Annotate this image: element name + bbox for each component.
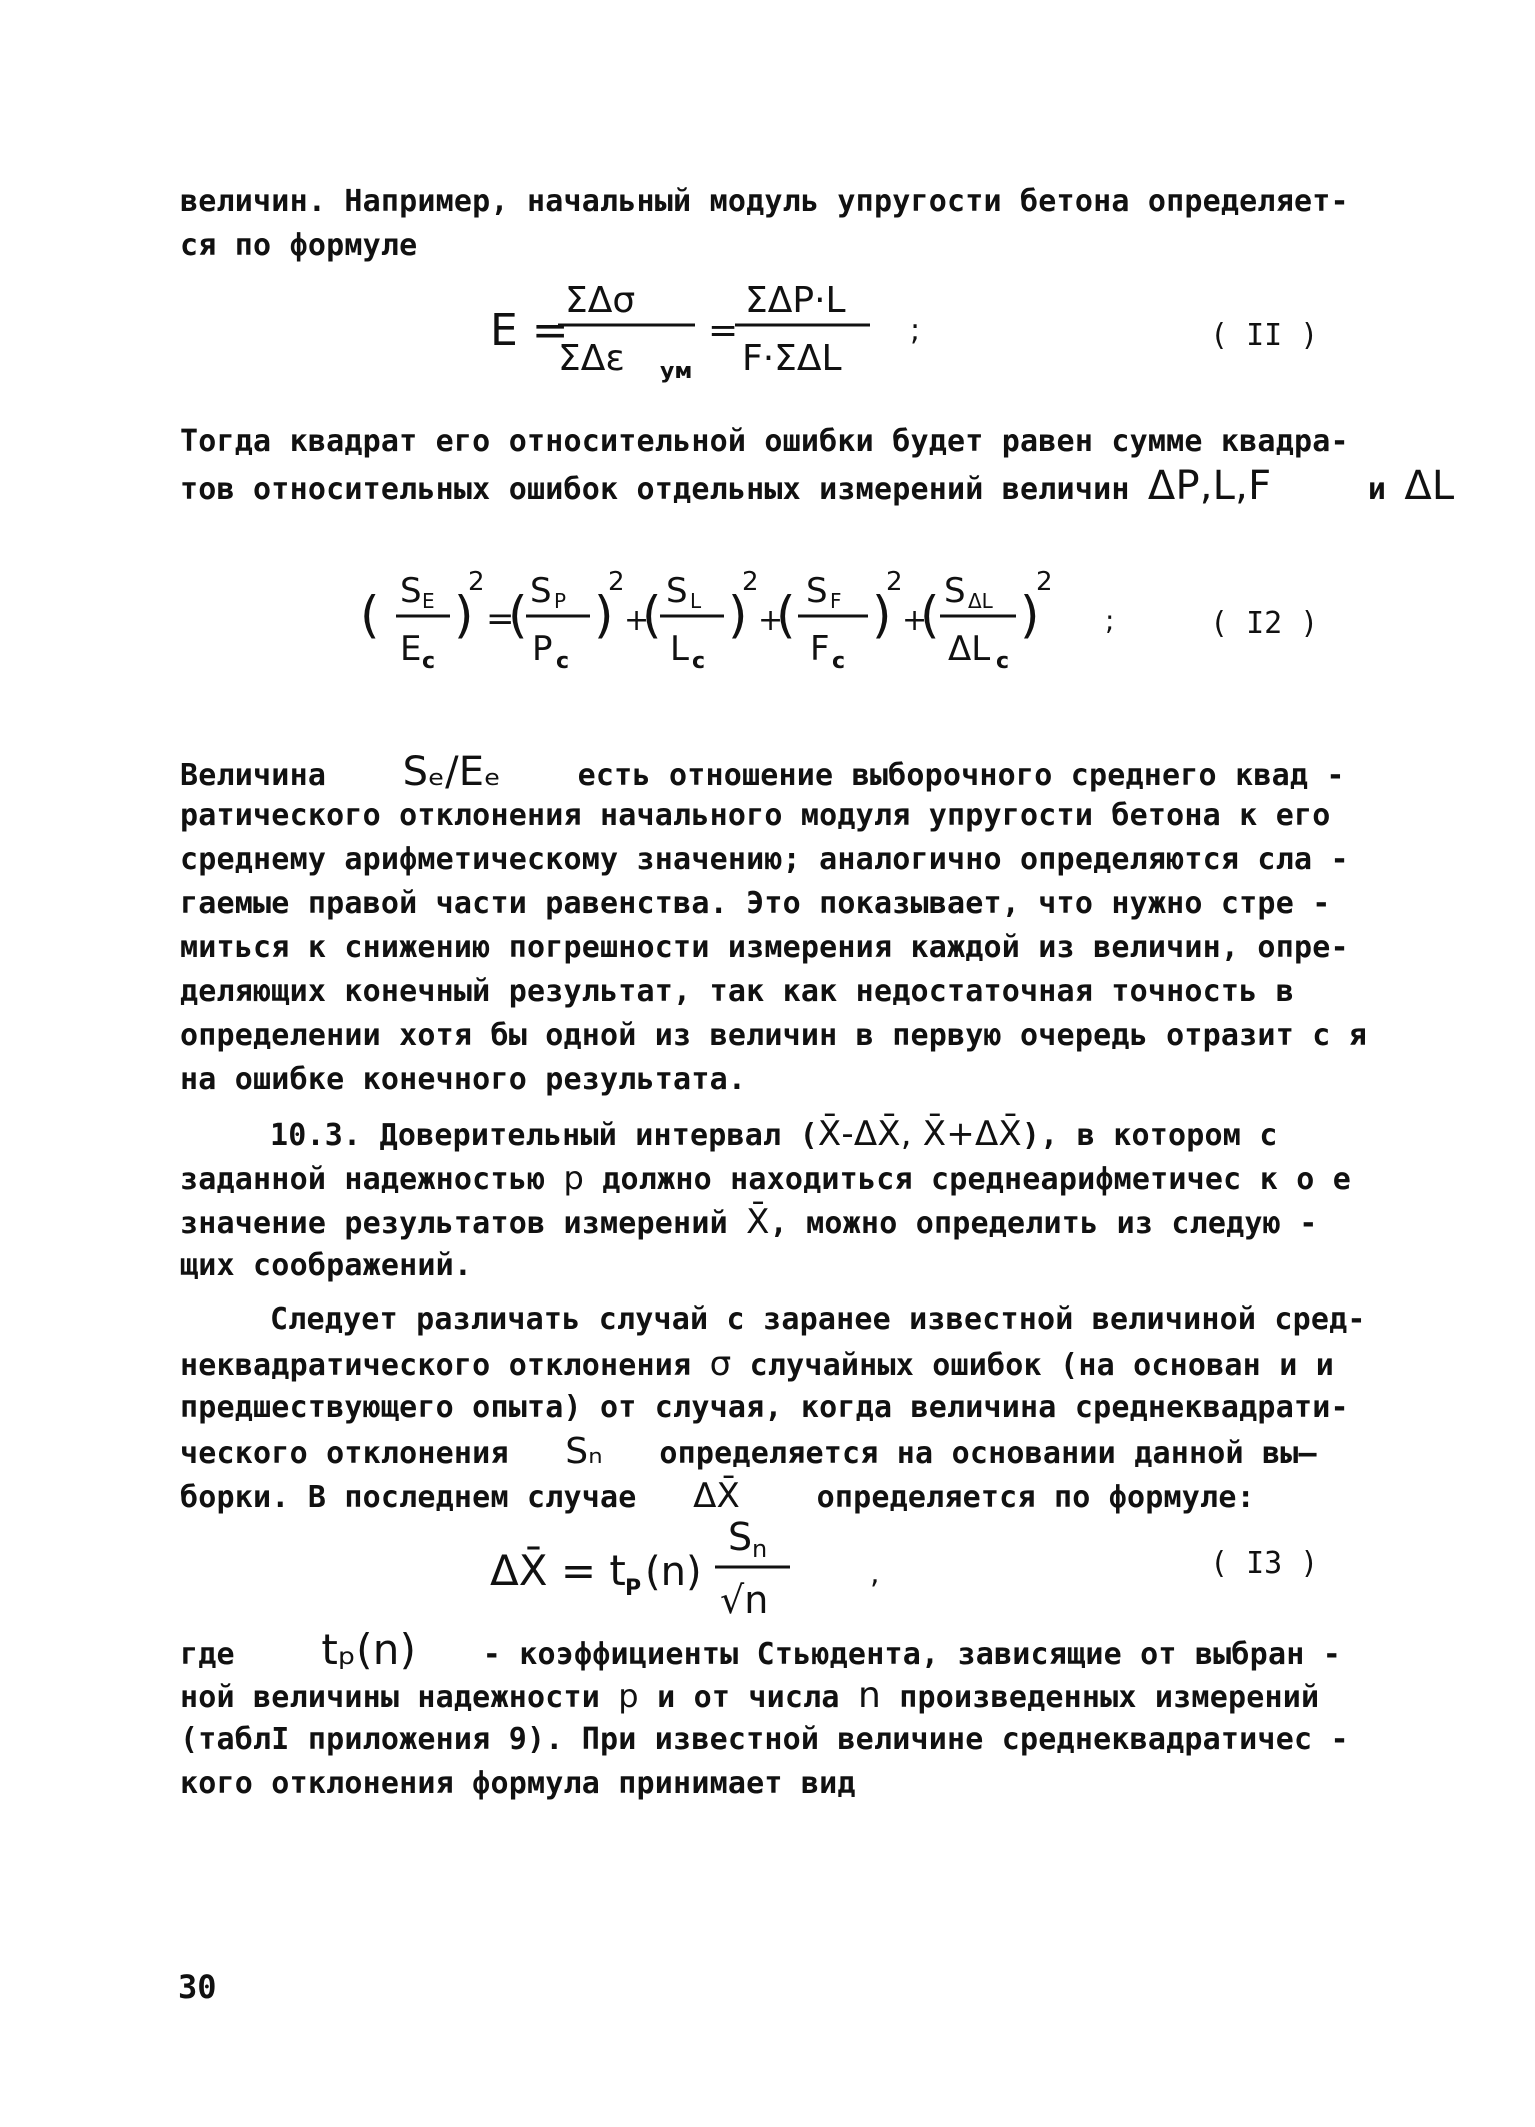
- eq13-lhs-arg: (n): [645, 1549, 702, 1595]
- svg-text:E: E: [400, 629, 422, 669]
- text-line: определении хотя бы одной из величин в первую очередь отразит с я: [180, 1018, 1367, 1053]
- svg-text:): ): [594, 586, 614, 644]
- text-segment: где: [180, 1637, 235, 1672]
- svg-text:2: 2: [886, 567, 903, 597]
- svg-text:2: 2: [1036, 567, 1053, 597]
- text-line: (таблI приложения 9). При известной величине среднеквадратичес -: [180, 1722, 1349, 1757]
- text-segment: ческого отклонения: [180, 1436, 509, 1471]
- text-line: деляющих конечный результат, так как недостаточная точность в: [180, 974, 1294, 1009]
- svg-text:L: L: [690, 589, 702, 613]
- svg-text:ΔL: ΔL: [968, 589, 993, 613]
- text-line: ся по формуле: [180, 228, 418, 263]
- inline-math: X̄-ΔX̄, X̄+ΔX̄: [817, 1114, 1022, 1154]
- text-segment: произведенных измерений: [899, 1680, 1320, 1715]
- inline-math: ΔX̄: [693, 1476, 741, 1516]
- inline-math: ΔL: [1404, 463, 1455, 509]
- text-segment: значение результатов измерений: [180, 1206, 728, 1241]
- equation-number: ( I2 ): [1210, 606, 1319, 641]
- svg-text:F: F: [830, 589, 842, 613]
- text-line: Следует различать случай с заранее известной величиной сред-: [270, 1302, 1366, 1337]
- eq11-den2: F·ΣΔL: [742, 338, 842, 379]
- equation-13: [490, 1505, 910, 1625]
- svg-text:+: +: [758, 603, 784, 638]
- eq11-eq: =: [708, 310, 739, 351]
- text-line: на ошибке конечного результата.: [180, 1062, 747, 1097]
- inline-math: Sₙ: [565, 1431, 603, 1472]
- text-line: щих соображений.: [180, 1248, 473, 1283]
- svg-text:S: S: [400, 571, 422, 611]
- svg-text:ΔL: ΔL: [948, 629, 991, 669]
- text-line: [180, 1430, 1317, 1476]
- inline-math: σ: [709, 1344, 732, 1384]
- svg-text:L: L: [670, 629, 689, 669]
- svg-text:c: c: [556, 649, 570, 674]
- svg-text:(: (: [360, 586, 380, 644]
- eq11-num1: ΣΔσ: [565, 280, 636, 321]
- svg-text:(: (: [920, 586, 940, 644]
- text-segment: ной величины надежности: [180, 1680, 601, 1715]
- svg-text:S: S: [944, 571, 966, 611]
- eq13-num: S: [728, 1515, 753, 1559]
- svg-text:P: P: [554, 589, 567, 613]
- svg-text:c: c: [422, 649, 436, 674]
- text-segment: - коэффициенты Стьюдента, зависящие от выбран -: [482, 1637, 1341, 1672]
- inline-math: tₚ(n): [321, 1625, 417, 1674]
- text-line: величин. Например, начальный модуль упругости бетона определяет-: [180, 184, 1349, 219]
- eq13-punct: ,: [870, 1556, 880, 1591]
- text-line: предшествующего опыта) от случая, когда величина среднеквадрати-: [180, 1390, 1349, 1425]
- text-line: среднему арифметическому значению; аналогично определяются сла -: [180, 842, 1349, 877]
- svg-text:(: (: [642, 586, 662, 644]
- equation-12: [360, 560, 1140, 680]
- text-segment: борки. В последнем случае: [180, 1480, 637, 1515]
- text-segment: , можно определить из следую -: [769, 1206, 1318, 1241]
- svg-text:E: E: [422, 589, 435, 613]
- eq13-lhs: ΔX̄ = t: [490, 1546, 626, 1595]
- svg-text:;: ;: [1105, 604, 1115, 637]
- text-segment: заданной надежностью: [180, 1162, 546, 1197]
- svg-text:S: S: [666, 571, 688, 611]
- inline-math: Sₑ/Eₑ: [402, 749, 502, 795]
- svg-text:P: P: [532, 629, 553, 669]
- inline-math: n: [857, 1675, 881, 1716]
- page-number: 30: [178, 1968, 217, 2006]
- eq13-num-sub: n: [752, 1535, 768, 1563]
- text-line: [180, 1674, 1319, 1720]
- text-segment: и: [1367, 472, 1387, 507]
- eq11-num2: ΣΔP·L: [745, 280, 846, 321]
- text-line: [180, 1156, 1351, 1202]
- svg-text:): ): [1020, 586, 1040, 644]
- inline-math: p: [563, 1159, 585, 1197]
- svg-text:2: 2: [742, 567, 759, 597]
- text-segment: ), в котором с: [1021, 1118, 1278, 1153]
- text-segment: тов относительных ошибок отдельных измерений величин: [180, 472, 1130, 507]
- svg-text:): ): [872, 586, 892, 644]
- text-line: кого отклонения формула принимает вид: [180, 1766, 856, 1801]
- svg-text:2: 2: [468, 567, 485, 597]
- text-line: [180, 750, 1345, 798]
- svg-text:c: c: [832, 649, 846, 674]
- text-segment: должно находиться среднеарифметичес к о е: [602, 1162, 1352, 1197]
- svg-text:(: (: [508, 586, 528, 644]
- svg-text:S: S: [530, 571, 552, 611]
- eq11-lhs: E =: [490, 305, 569, 356]
- text-segment: неквадратического отклонения: [180, 1348, 692, 1383]
- eq13-den: √n: [720, 1578, 769, 1622]
- text-segment: определяется на основании данной вы—: [659, 1436, 1317, 1471]
- svg-text:+: +: [624, 603, 650, 638]
- text-line: [270, 1112, 1278, 1158]
- text-segment: Величина: [180, 758, 327, 793]
- text-line: [180, 464, 1454, 512]
- eq13-lhs-sub: P: [625, 1576, 642, 1601]
- equation-number: ( II ): [1210, 318, 1319, 353]
- eq11-den1: ΣΔε: [558, 338, 625, 379]
- text-segment: определяется по формуле:: [816, 1480, 1255, 1515]
- inline-math: p: [618, 1677, 639, 1715]
- equation-11: [480, 270, 960, 390]
- text-line: гаемые правой части равенства. Это показывает, что нужно стре -: [180, 886, 1331, 921]
- equation-number: ( I3 ): [1210, 1546, 1319, 1581]
- text-segment: есть отношение выборочного среднего квад -: [577, 758, 1345, 793]
- svg-text:S: S: [806, 571, 828, 611]
- svg-text:c: c: [692, 649, 706, 674]
- svg-text:2: 2: [608, 567, 625, 597]
- text-line: ратического отклонения начального модуля упругости бетона к его: [180, 798, 1331, 833]
- text-line: [180, 1342, 1334, 1388]
- text-line: миться к снижению погрешности измерения каждой из величин, опре-: [180, 930, 1349, 965]
- text-segment: и от числа: [657, 1680, 840, 1715]
- text-line: Тогда квадрат его относительной ошибки будет равен сумме квадра-: [180, 424, 1349, 459]
- inline-math: X̄: [746, 1202, 770, 1242]
- text-line: [180, 1200, 1317, 1246]
- svg-text:+: +: [902, 603, 928, 638]
- eq11-den1-sub: ум: [660, 359, 693, 384]
- text-segment: случайных ошибок (на основан и и: [749, 1348, 1334, 1383]
- svg-text:c: c: [996, 649, 1010, 674]
- text-line: [180, 1625, 1341, 1677]
- svg-text:=: =: [486, 599, 515, 639]
- svg-text:): ): [454, 586, 474, 644]
- svg-text:(: (: [776, 586, 796, 644]
- svg-text:): ): [728, 586, 748, 644]
- svg-text:F: F: [810, 629, 830, 669]
- eq11-punct: ;: [910, 313, 921, 348]
- text-segment: 10.3. Доверительный интервал (: [270, 1118, 818, 1153]
- inline-math: ΔP,L,F: [1147, 463, 1272, 509]
